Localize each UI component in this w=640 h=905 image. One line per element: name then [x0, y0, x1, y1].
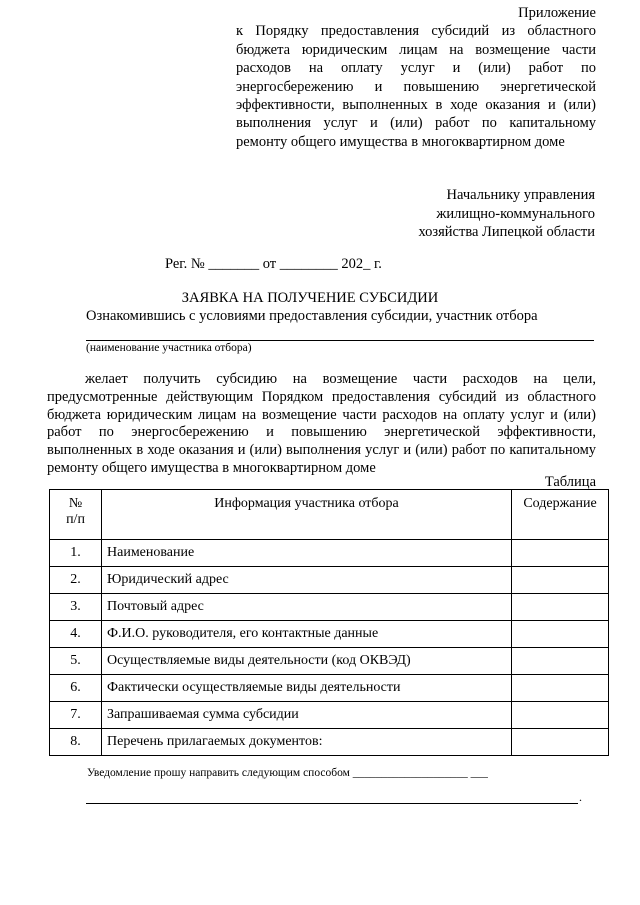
table-row [50, 540, 609, 567]
row-number: 6. [50, 675, 102, 702]
body-paragraph: желает получить субсидию на возмещение части расходов на цели, предусмотренные действующим Порядком предоставления субсидий из областного бюджета юридическим лицам на возмещение части расходов на оплату услуг и (или) работ по энергосбережению и повышению энергетической эффективности, выполненных в ходе оказания и (или) выполнения услуг и (или) работ по капитальному ремонту общего имущества в многоквартирном доме [47, 371, 596, 476]
row-value [512, 594, 609, 621]
table-row [50, 594, 609, 621]
notice-text: Уведомление прошу направить следующим способом ____________________ ___ [87, 767, 488, 779]
info-table [49, 489, 609, 756]
row-value [512, 540, 609, 567]
notice-method-line [86, 803, 578, 804]
table-row [50, 729, 609, 756]
table-row [50, 648, 609, 675]
row-value [512, 675, 609, 702]
header-number-line-2: п/п [66, 512, 85, 527]
appendix-heading: Приложение [518, 5, 596, 21]
table-row [50, 675, 609, 702]
row-label: Наименование [102, 540, 512, 567]
addressee-block [418, 186, 595, 242]
row-label: Ф.И.О. руководителя, его контактные данные [102, 621, 512, 648]
intro-text: Ознакомившись с условиями предоставления субсидии, участник отбора [86, 308, 538, 324]
row-number: 3. [50, 594, 102, 621]
table-caption: Таблица [544, 474, 596, 490]
table-header-row [50, 490, 609, 540]
row-label: Фактически осуществляемые виды деятельности [102, 675, 512, 702]
row-number: 7. [50, 702, 102, 729]
table-row [50, 621, 609, 648]
row-label: Перечень прилагаемых документов: [102, 729, 512, 756]
table-row [50, 702, 609, 729]
participant-name-line [86, 340, 594, 341]
document-title: ЗАЯВКА НА ПОЛУЧЕНИЕ СУБСИДИИ [181, 290, 439, 306]
row-label: Запрашиваемая сумма субсидии [102, 702, 512, 729]
row-number: 1. [50, 540, 102, 567]
addressee-line-3: хозяйства Липецкой области [418, 224, 595, 241]
row-number: 2. [50, 567, 102, 594]
appendix-text: к Порядку предоставления субсидий из областного бюджета юридическим лицам на возмещение части расходов на оплату услуг и (или) работ по энергосбережению и повышению энергетической эффективности, выполненных в ходе оказания и (или) выполнения услуг и (или) работ по капитальному ремонту общего имущества в многоквартирном доме [236, 23, 596, 150]
row-number: 8. [50, 729, 102, 756]
row-value [512, 621, 609, 648]
row-label: Осуществляемые виды деятельности (код ОКВЭД) [102, 648, 512, 675]
header-info: Информация участника отбора [102, 490, 512, 540]
addressee-line-2: жилищно-коммунального [436, 205, 595, 222]
table-row [50, 567, 609, 594]
registration-line: Рег. № _______ от ________ 202_ г. [165, 256, 382, 272]
header-content: Содержание [512, 490, 609, 540]
row-value [512, 702, 609, 729]
row-label: Почтовый адрес [102, 594, 512, 621]
addressee-line-1: Начальнику управления [446, 187, 595, 203]
row-number: 5. [50, 648, 102, 675]
row-value [512, 729, 609, 756]
row-number: 4. [50, 621, 102, 648]
row-value [512, 648, 609, 675]
appendix-block [236, 4, 596, 151]
row-label: Юридический адрес [102, 567, 512, 594]
notice-end-dot: . [579, 790, 582, 804]
header-number-line-1: № [68, 496, 83, 511]
header-number [50, 490, 102, 540]
row-value [512, 567, 609, 594]
participant-caption: (наименование участника отбора) [86, 342, 252, 354]
